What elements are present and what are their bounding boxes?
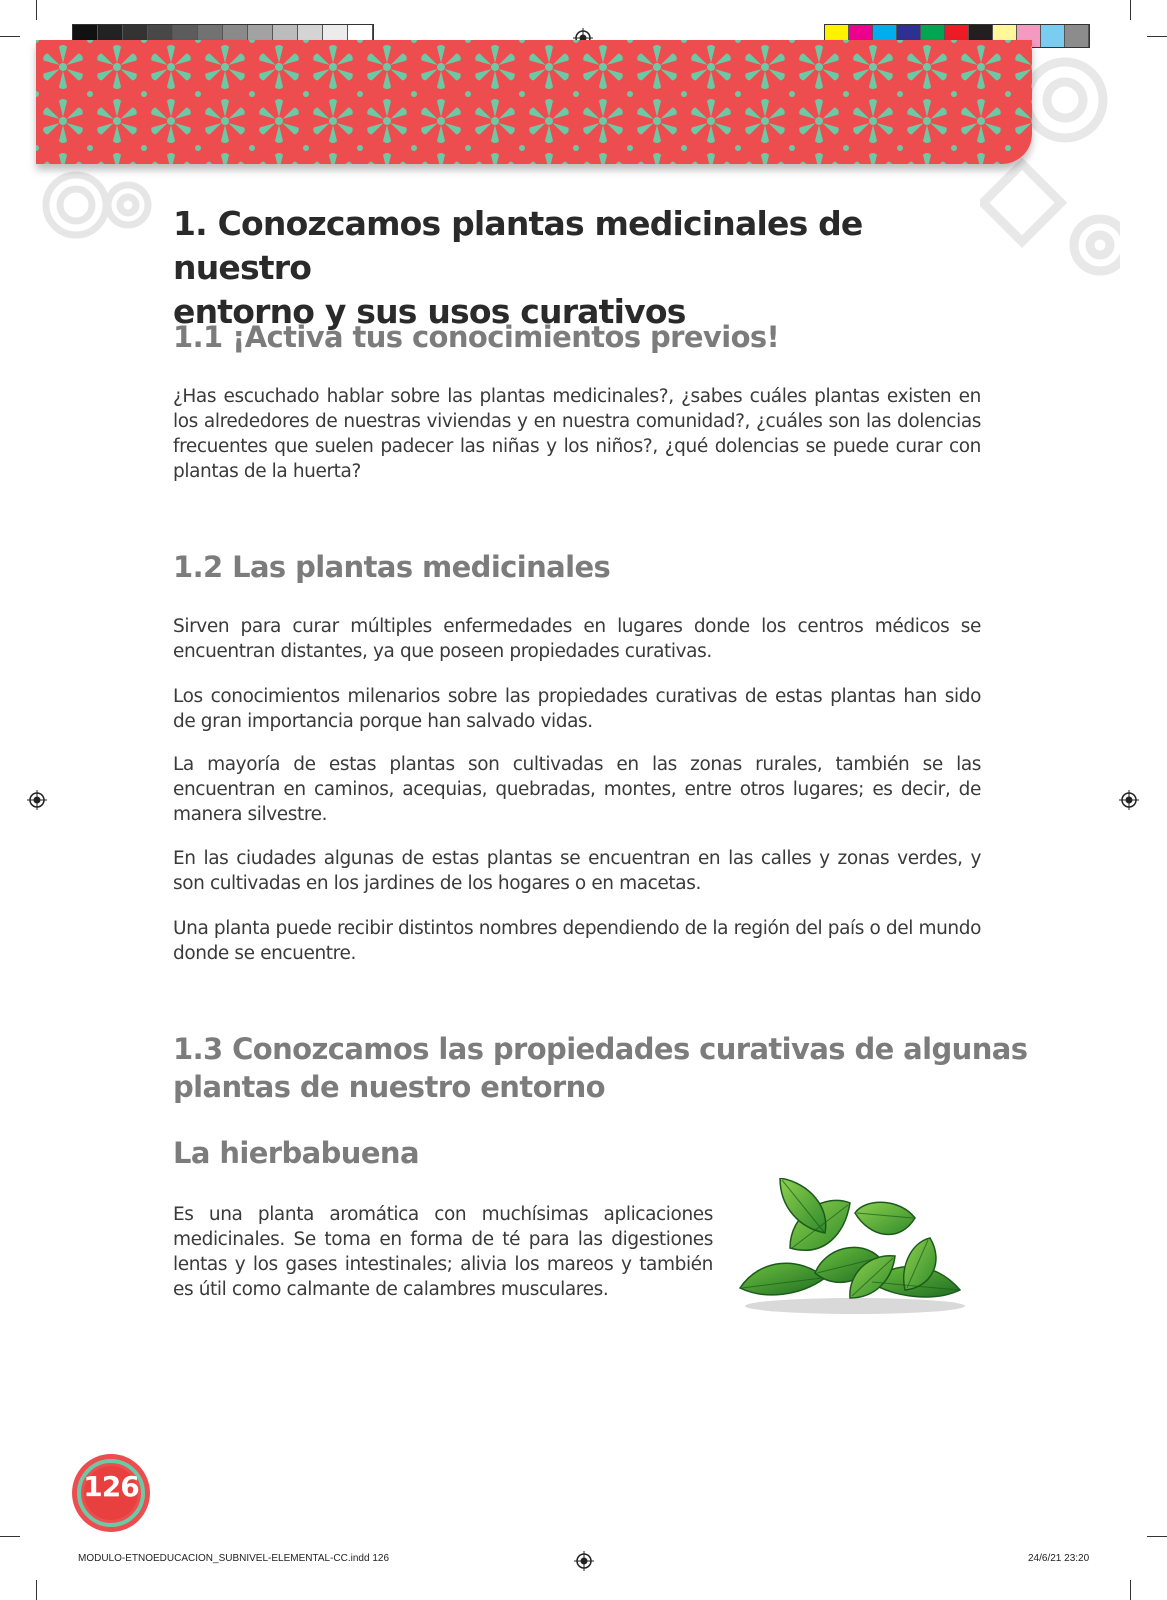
crop-mark bbox=[36, 0, 37, 20]
section-title: 1.1 ¡Activa tus conocimientos previos! bbox=[173, 320, 780, 354]
mint-plant-illustration bbox=[730, 1178, 976, 1318]
flower-pattern-icon bbox=[36, 40, 1032, 164]
print-slug-filename: MODULO-ETNOEDUCACION_SUBNIVEL-ELEMENTAL-CC.indd 126 bbox=[78, 1553, 390, 1564]
page-title-line: 1. Conozcamos plantas medicinales de nuestro bbox=[173, 204, 863, 287]
crop-mark bbox=[0, 1536, 20, 1537]
body-paragraph: Sirven para curar múltiples enfermedades en lugares donde los centros médicos se encuentran distantes, ya que poseen propiedades curativas. bbox=[173, 616, 981, 662]
registration-mark-icon bbox=[1119, 790, 1139, 810]
body-paragraph: Una planta puede recibir distintos nombres dependiendo de la región del país o del mundo donde se encuentre. bbox=[173, 918, 981, 964]
section-title-line: 1.3 Conozcamos las propiedades curativas de algunas bbox=[173, 1032, 1028, 1066]
crop-mark bbox=[1130, 0, 1131, 20]
section-title-line: plantas de nuestro entorno bbox=[173, 1070, 606, 1104]
crop-mark bbox=[1147, 36, 1167, 37]
registration-mark-icon bbox=[27, 790, 47, 810]
crop-mark bbox=[0, 36, 20, 37]
crop-mark bbox=[1147, 1536, 1167, 1537]
print-slug-datetime: 24/6/21 23:20 bbox=[1028, 1553, 1090, 1564]
decorative-banner bbox=[36, 40, 1032, 164]
body-paragraph: En las ciudades algunas de estas plantas se encuentran en las calles y zonas verdes, y son cultivadas en los jardines de los hogares o en macetas. bbox=[173, 848, 981, 894]
body-paragraph: Los conocimientos milenarios sobre las propiedades curativas de estas plantas han sido de gran importancia porque han salvado vidas. bbox=[173, 686, 981, 732]
section-title: 1.2 Las plantas medicinales bbox=[173, 550, 611, 584]
crop-mark bbox=[1130, 1580, 1131, 1600]
body-paragraph: Es una planta aromática con muchísimas aplicaciones medicinales. Se toma en forma de té para las digestiones lentas y los gases intestinales; alivia los mareos y también es útil como calmante de calambres musculares. bbox=[173, 1204, 713, 1300]
section-title bbox=[173, 1030, 1027, 1106]
swirl-ornament-icon bbox=[36, 160, 156, 260]
page-number: 126 bbox=[83, 1470, 139, 1503]
page-title bbox=[173, 202, 973, 334]
crop-mark bbox=[36, 1580, 37, 1600]
body-paragraph: ¿Has escuchado hablar sobre las plantas medicinales?, ¿sabes cuáles plantas existen en los alrededores de nuestras viviendas y en nuestra comunidad?, ¿cuáles son las dolencias frecuentes que suelen padecer las niñas y los niños?, ¿qué dolencias se puede curar con plantas de la huerta? bbox=[173, 386, 981, 482]
body-paragraph: La mayoría de estas plantas son cultivadas en las zonas rurales, también se las encuentran en caminos, acequias, quebradas, montes, entre otros lugares; es decir, de manera silvestre. bbox=[173, 754, 981, 825]
registration-mark-icon bbox=[574, 1551, 594, 1571]
page-title-line: entorno y sus usos curativos bbox=[173, 292, 686, 331]
subsection-title: La hierbabuena bbox=[173, 1136, 419, 1170]
